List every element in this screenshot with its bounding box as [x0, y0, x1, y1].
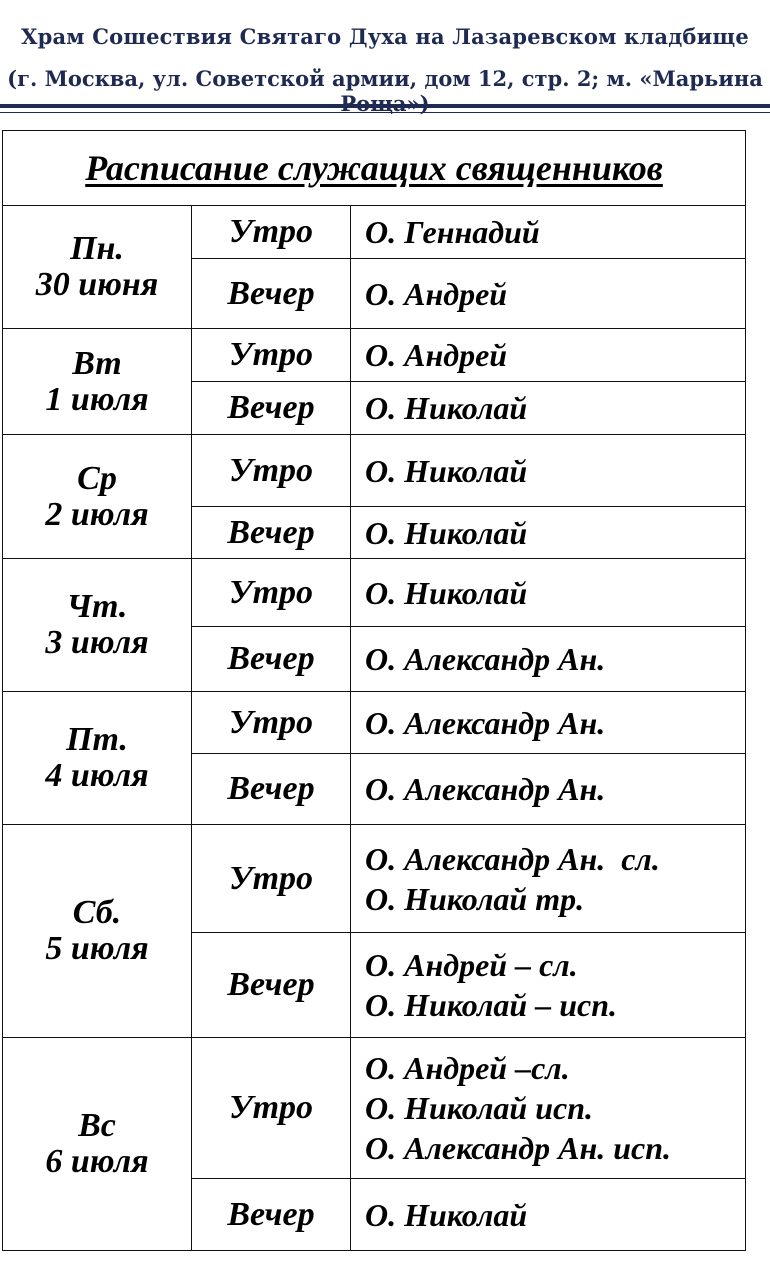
time-label-morning: Утро	[192, 435, 351, 507]
priest-cell	[351, 206, 746, 259]
schedule-row-morning	[3, 206, 746, 259]
day-name: Вс	[78, 1107, 116, 1144]
schedule-row-morning	[3, 559, 746, 627]
priest-cell	[351, 1038, 746, 1179]
priest-cell	[351, 754, 746, 825]
day-cell	[3, 435, 192, 559]
title-cell	[3, 131, 746, 206]
priest-name: О. Александр Ан.	[365, 771, 606, 807]
day-date: 1 июля	[45, 380, 149, 418]
schedule-row-morning	[3, 1038, 746, 1179]
schedule-table	[2, 130, 746, 1251]
priest-name: О. Николай	[365, 1196, 528, 1233]
priest-name: О. Андрей – сл.	[365, 947, 578, 983]
priest-name: О. Андрей –сл.	[365, 1050, 570, 1086]
priest-name: О. Геннадий	[365, 214, 540, 250]
priest-name: О. Николай	[365, 390, 528, 426]
day-date: 4 июля	[45, 757, 149, 794]
church-address: (г. Москва, ул. Советской армии, дом 12, стр. 2; м. «Марьина	[7, 66, 763, 91]
time-label-morning: Утро	[192, 206, 351, 259]
priest-cell	[351, 507, 746, 559]
priest-name: О. Николай	[365, 574, 528, 611]
time-label-evening: Вечер	[192, 933, 351, 1038]
priest-cell	[351, 435, 746, 507]
priest-name: О. Николай исп.	[365, 1090, 594, 1126]
day-cell	[3, 692, 192, 825]
schedule-row-morning	[3, 435, 746, 507]
day-date: 30 июня	[35, 266, 159, 303]
title-row	[3, 131, 746, 206]
time-label-morning: Утро	[192, 825, 351, 933]
day-name: Пт.	[66, 721, 128, 758]
priest-cell	[351, 825, 746, 933]
priest-name: О. Александр Ан. сл.	[365, 840, 660, 877]
time-label-evening: Вечер	[192, 754, 351, 825]
priest-cell	[351, 692, 746, 754]
time-label-evening: Вечер	[192, 627, 351, 692]
day-cell	[3, 559, 192, 692]
priest-cell	[351, 259, 746, 329]
priest-name: О. Андрей	[365, 275, 508, 312]
church-header	[0, 0, 770, 120]
day-cell	[3, 1038, 192, 1251]
day-date: 6 июля	[45, 1143, 149, 1180]
schedule-row-morning	[3, 692, 746, 754]
schedule-row-morning	[3, 825, 746, 933]
priest-name: О. Александр Ан.	[365, 641, 606, 677]
priest-cell	[351, 933, 746, 1038]
time-label-evening: Вечер	[192, 382, 351, 435]
header-divider	[0, 104, 770, 108]
church-name: Храм Сошествия Святаго Духа на Лазаревском кладбище	[21, 24, 749, 49]
day-name: Сб.	[72, 894, 122, 931]
priest-name: О. Николай	[365, 514, 528, 551]
schedule-row-morning	[3, 329, 746, 382]
time-label-morning: Утро	[192, 1038, 351, 1179]
priest-name: О. Николай	[365, 452, 528, 489]
day-name: Ср	[77, 459, 117, 497]
priest-cell	[351, 329, 746, 382]
day-date: 5 июля	[45, 930, 149, 967]
day-cell	[3, 206, 192, 329]
day-name: Чт.	[66, 588, 128, 625]
priest-cell	[351, 382, 746, 435]
day-date: 2 июля	[45, 495, 149, 533]
day-name: Вт	[72, 344, 122, 382]
day-cell	[3, 825, 192, 1038]
priest-cell	[351, 627, 746, 692]
priest-name: О. Александр Ан.	[365, 704, 606, 741]
day-name: Пн.	[70, 230, 124, 267]
priest-cell	[351, 1179, 746, 1251]
time-label-evening: Вечер	[192, 259, 351, 329]
priest-name: О. Николай – исп.	[365, 987, 618, 1023]
priest-name: О. Андрей	[365, 337, 508, 373]
time-label-morning: Утро	[192, 329, 351, 382]
time-label-evening: Вечер	[192, 1179, 351, 1251]
time-label-evening: Вечер	[192, 507, 351, 559]
day-cell	[3, 329, 192, 435]
priest-name: О. Николай тр.	[365, 880, 585, 917]
time-label-morning: Утро	[192, 692, 351, 754]
schedule-title: Расписание служащих священников	[85, 148, 663, 188]
priest-cell	[351, 559, 746, 627]
header-divider-thin	[0, 112, 770, 113]
day-date: 3 июля	[45, 624, 149, 661]
time-label-morning: Утро	[192, 559, 351, 627]
priest-name: О. Александр Ан. исп.	[365, 1130, 671, 1166]
